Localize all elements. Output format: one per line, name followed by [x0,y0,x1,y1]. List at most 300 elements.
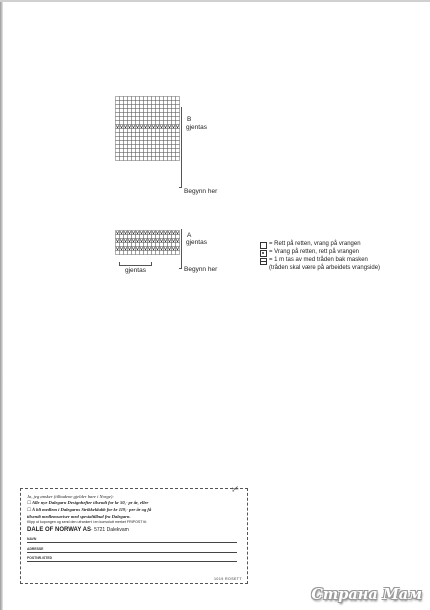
chart-b-cell [116,145,120,149]
address-field[interactable] [27,543,237,553]
chart-b-cell [124,97,128,101]
chart-b-cell [124,117,128,121]
chart-b-cell [116,153,120,157]
legend-slip-text: = 1 m tas av med tråden bak masken [269,257,368,263]
chart-a-cell [176,251,180,255]
scan-edge-top [0,0,430,2]
chart-b-cell [132,145,136,149]
chart-b-cell [148,133,152,137]
chart-b-cell [176,109,180,113]
chart-b-cell [144,157,148,161]
chart-b-cell [136,97,140,101]
chart-b-cell [176,113,180,117]
chart-b-cell [140,101,144,105]
chart-b-cell [124,109,128,113]
chart-b-cell [152,137,156,141]
chart-b-cell [132,97,136,101]
chart-b-section-letter: B [187,116,192,123]
chart-b-cell [120,101,124,105]
chart-b-cell [148,129,152,133]
chart-b-cell [132,157,136,161]
chart-b-cell [136,113,140,117]
order-coupon [20,488,248,584]
chart-b-cell [172,97,176,101]
chart-b-cell [160,121,164,125]
chart-b-cell [164,137,168,141]
chart-b-cell [148,145,152,149]
chart-b-cell [160,105,164,109]
chart-b-cell [132,137,136,141]
chart-b-cell [156,101,160,105]
chart-b-cell [156,113,160,117]
chart-b-cell [156,137,160,141]
chart-b-cell [124,113,128,117]
chart-b-cell [132,133,136,137]
chart-b-cell [128,105,132,109]
chart-b-cell [140,129,144,133]
chart-a-cell [120,251,124,255]
chart-b-cell [176,133,180,137]
chart-b-cell [160,157,164,161]
chart-b-cell [164,149,168,153]
chart-a-cell [136,243,140,247]
chart-b-cell [164,157,168,161]
chart-a-cell [156,243,160,247]
chart-b-cell [116,101,120,105]
chart-b-cell [176,117,180,121]
chart-a-grid [115,230,180,255]
chart-b-cell [172,137,176,141]
chart-b-cell [172,117,176,121]
chart-a-cell [176,243,180,247]
chart-b-cell [140,153,144,157]
chart-b-cell [136,121,140,125]
chart-b-cell [128,129,132,133]
chart-b-cell [176,141,180,145]
coupon-option-designhefter[interactable] [27,500,241,507]
chart-a-bottom-bracket-right [151,262,152,266]
chart-b-cell [168,137,172,141]
chart-b-cell [164,117,168,121]
chart-b-cell [152,117,156,121]
chart-b-cell [132,105,136,109]
chart-b-cell [168,149,172,153]
chart-b-cell [140,133,144,137]
chart-a-bottom-repeat-bracket [119,265,152,266]
coupon-option2-text: Å bli medlem i Dalegarns Strikkeklubb for kr 119,- per år og få [31,507,152,513]
chart-b-cell [176,129,180,133]
chart-b-cell [136,101,140,105]
chart-b-cell [152,121,156,125]
chart-b-cell [164,105,168,109]
chart-b-cell [144,129,148,133]
chart-b-cell [116,149,120,153]
chart-b-cell [144,149,148,153]
chart-b-cell [172,133,176,137]
chart-b-cell [160,145,164,149]
chart-b-cell [144,137,148,141]
dot-square-icon [260,250,267,257]
chart-b-cell [152,145,156,149]
pattern-code: 1019 ROSETT [214,577,242,581]
checkbox-icon[interactable]: ☐ [27,508,31,514]
chart-b-cell [116,129,120,133]
chart-a-section-letter: A [187,232,192,239]
chart-b-cell [128,149,132,153]
chart-a-cell [152,235,156,239]
chart-b-cell [116,113,120,117]
chart-b-cell [140,145,144,149]
chart-b-cell [136,117,140,121]
chart-a-cell [116,251,120,255]
chart-b-cell [124,133,128,137]
line-square-icon [260,258,267,265]
chart-a-cell [140,251,144,255]
chart-b-cell [160,117,164,121]
company-address [27,526,241,534]
chart-a-cell [160,251,164,255]
chart-b-cell [132,153,136,157]
chart-a-cell [136,251,140,255]
chart-b-cell [124,101,128,105]
chart-a-repeat-label: gjentas [186,239,207,246]
chart-b-repeat-label: gjentas [186,124,207,131]
chart-a-cell [176,235,180,239]
coupon-instructions: Klipp ut kupongen og send den ufrankert i en konvolutt merket FRIPOST til: [27,520,147,525]
chart-b-cell [152,105,156,109]
chart-b-cell [152,129,156,133]
scan-edge [0,0,3,610]
chart-b-cell [140,105,144,109]
chart-a-cell [132,251,136,255]
chart-b-cell [124,121,128,125]
watermark-logo: Страна Мам [311,586,422,603]
chart-b-cell [120,105,124,109]
chart-a-start-tick [179,268,182,269]
chart-a-cell [164,243,168,247]
chart-a-cell [164,235,168,239]
scissors-icon: ✂ [230,484,242,496]
chart-a-cell [124,235,128,239]
legend-knit-text: = Rett på retten, vrang på vrangen [269,241,361,247]
chart-b-cell [164,121,168,125]
chart-b-cell [168,157,172,161]
chart-b-cell [144,101,148,105]
name-field-label: NAVN [27,537,37,542]
chart-b-cell [140,149,144,153]
chart-b-cell [124,129,128,133]
chart-b-cell [128,153,132,157]
chart-a-cell [144,243,148,247]
chart-a-cell [144,251,148,255]
chart-b-cell [132,121,136,125]
chart-b-cell [132,117,136,121]
chart-b-cell [164,109,168,113]
chart-b-cell [124,137,128,141]
chart-b-cell [152,97,156,101]
chart-a-cell [140,235,144,239]
chart-b-cell [116,121,120,125]
chart-a-cell [120,235,124,239]
chart-b-cell [156,129,160,133]
chart-b-cell [128,97,132,101]
name-field[interactable] [27,534,237,544]
chart-b-cell [148,121,152,125]
chart-b-cell [116,137,120,141]
postal-field-label: POSTNR./STED [27,556,53,561]
chart-b-cell [176,153,180,157]
chart-a-cell [168,243,172,247]
chart-b-cell [128,141,132,145]
chart-b-cell [152,101,156,105]
chart-a-cell [156,251,160,255]
chart-b-cell [136,129,140,133]
chart-b-cell [140,113,144,117]
chart-a-cell [140,243,144,247]
legend-knit [260,241,380,249]
chart-b-cell [164,133,168,137]
chart-b-cell [156,117,160,121]
chart-b-cell [116,133,120,137]
chart-b-cell [136,109,140,113]
chart-b-cell [136,145,140,149]
chart-b-cell [160,149,164,153]
chart-b-cell [172,157,176,161]
coupon-option1-text: Alle nye Dalegarn Designhefter tilsendt for kr 50,- pr år, eller [31,500,149,506]
chart-a-cell [160,235,164,239]
chart-b-cell [156,105,160,109]
postal-field[interactable] [27,553,237,563]
chart-b-cell [140,157,144,161]
chart-b-cell [172,113,176,117]
chart-b-cell [148,101,152,105]
chart-b-cell [168,133,172,137]
chart-b-start-tick [179,187,182,188]
chart-b-cell [136,141,140,145]
chart-b-cell [168,97,172,101]
coupon-heading: Ja, jeg ønsker (tilbudene gjelder bare i Norge): [27,494,114,499]
chart-b-cell [128,133,132,137]
chart-b-cell [120,137,124,141]
chart-b-cell [176,105,180,109]
chart-b-cell [152,113,156,117]
chart-b-cell [168,145,172,149]
chart-b-cell [168,121,172,125]
chart-b-cell [132,149,136,153]
chart-b-cell [116,117,120,121]
chart-b-cell [128,145,132,149]
chart-b-cell [156,145,160,149]
chart-b-cell [132,141,136,145]
chart-b-cell [168,113,172,117]
chart-b-cell [172,145,176,149]
chart-b-cell [156,149,160,153]
coupon-option-strikkeklubb[interactable] [27,507,241,514]
chart-b-cell [164,113,168,117]
chart-a-repeat-line [181,229,182,268]
chart-b-cell [156,109,160,113]
chart-b-cell [140,121,144,125]
chart-b-cell [176,101,180,105]
chart-b-cell [140,97,144,101]
chart-b-cell [148,137,152,141]
company-city: · 5721 Dalekvam [91,526,129,533]
chart-a-cell [144,235,148,239]
chart-b-cell [128,117,132,121]
chart-b-cell [156,133,160,137]
chart-b-cell [136,149,140,153]
chart-b-cell [132,101,136,105]
chart-b-cell [168,101,172,105]
chart-b-cell [140,137,144,141]
chart-b-cell [144,121,148,125]
chart-b-cell [172,105,176,109]
chart-b-cell [176,121,180,125]
chart-a-cell [132,235,136,239]
chart-b-cell [124,141,128,145]
chart-b-cell [168,109,172,113]
chart-a-bottom-repeat-label: gjentas [125,267,146,274]
chart-b-cell [128,113,132,117]
chart-b-grid [115,96,180,161]
blank-square-icon [260,242,267,249]
chart-a-cell [148,235,152,239]
chart-b-cell [120,113,124,117]
chart-b-cell [128,101,132,105]
chart-b-cell [164,129,168,133]
chart-b-cell [116,105,120,109]
chart-a-cell [136,235,140,239]
chart-b-cell [168,129,172,133]
chart-b-cell [140,141,144,145]
checkbox-icon[interactable]: ☐ [27,501,31,507]
chart-b-cell [128,157,132,161]
chart-b-cell [124,157,128,161]
chart-b-cell [148,149,152,153]
chart-b-cell [176,157,180,161]
chart-a-cell [120,243,124,247]
chart-b-cell [148,153,152,157]
chart-b-cell [160,153,164,157]
chart-b-cell [152,149,156,153]
chart-b-cell [120,121,124,125]
chart-b-cell [144,141,148,145]
chart-a-cell [128,235,132,239]
chart-b-cell [136,105,140,109]
chart-b-cell [136,137,140,141]
chart-a-cell [148,243,152,247]
chart-a-cell [132,243,136,247]
chart-b-cell [144,133,148,137]
chart-b-cell [136,133,140,137]
chart-b-cell [144,109,148,113]
chart-b-cell [120,109,124,113]
chart-b-cell [172,129,176,133]
chart-b-cell [116,157,120,161]
chart-b-cell [124,149,128,153]
chart-b-cell [176,97,180,101]
chart-b-cell [164,153,168,157]
chart-b-cell [120,129,124,133]
chart-b-cell [156,121,160,125]
chart-a-cell [152,251,156,255]
chart-b-cell [136,157,140,161]
chart-b-cell [120,153,124,157]
chart-b-cell [172,153,176,157]
chart-b-cell [156,141,160,145]
chart-a-bottom-bracket-left [119,262,120,266]
chart-b-cell [136,153,140,157]
chart-b-cell [128,137,132,141]
chart-b-cell [152,141,156,145]
legend-purl-text: = Vrang på retten, rett på vrangen [269,249,360,255]
chart-b-cell [160,141,164,145]
chart-b-cell [172,101,176,105]
chart-a-cell [160,243,164,247]
chart-b-cell [172,109,176,113]
chart-a-cell [168,251,172,255]
chart-b-cell [124,145,128,149]
chart-b-cell [120,117,124,121]
chart-b-cell [128,109,132,113]
chart-b-cell [132,109,136,113]
chart-b-repeat-line [181,107,182,187]
chart-b-cell [164,101,168,105]
chart-b-cell [164,141,168,145]
chart-b-cell [156,97,160,101]
chart-a-cell [168,235,172,239]
chart-b-cell [164,97,168,101]
chart-a-cell [164,251,168,255]
chart-b-cell [172,141,176,145]
chart-b-cell [148,113,152,117]
chart-b-cell [176,149,180,153]
chart-b-cell [144,117,148,121]
chart-b-cell [144,145,148,149]
chart-b-cell [116,97,120,101]
chart-b-cell [120,149,124,153]
chart-b-cell [140,109,144,113]
chart-a-cell [172,243,176,247]
chart-b-cell [120,141,124,145]
chart-b-cell [148,97,152,101]
chart-b-cell [124,105,128,109]
chart-b-cell [160,97,164,101]
chart-b-cell [152,153,156,157]
chart-b-cell [148,157,152,161]
chart-b-cell [172,121,176,125]
chart-b-cell [152,157,156,161]
chart-b-cell [156,157,160,161]
legend-slip [260,257,380,265]
chart-b-cell [120,145,124,149]
chart-b-cell [160,133,164,137]
chart-b-cell [176,137,180,141]
chart-b-cell [168,105,172,109]
chart-b-cell [124,153,128,157]
chart-b-cell [148,117,152,121]
chart-b-cell [120,157,124,161]
legend-purl [260,249,380,257]
chart-b-cell [156,153,160,157]
chart-a-cell [116,243,120,247]
chart-b-cell [152,133,156,137]
chart-b-cell [148,109,152,113]
chart-b-cell [144,97,148,101]
chart-b-cell [132,113,136,117]
chart-a-cell [124,251,128,255]
chart-a-cell [116,235,120,239]
